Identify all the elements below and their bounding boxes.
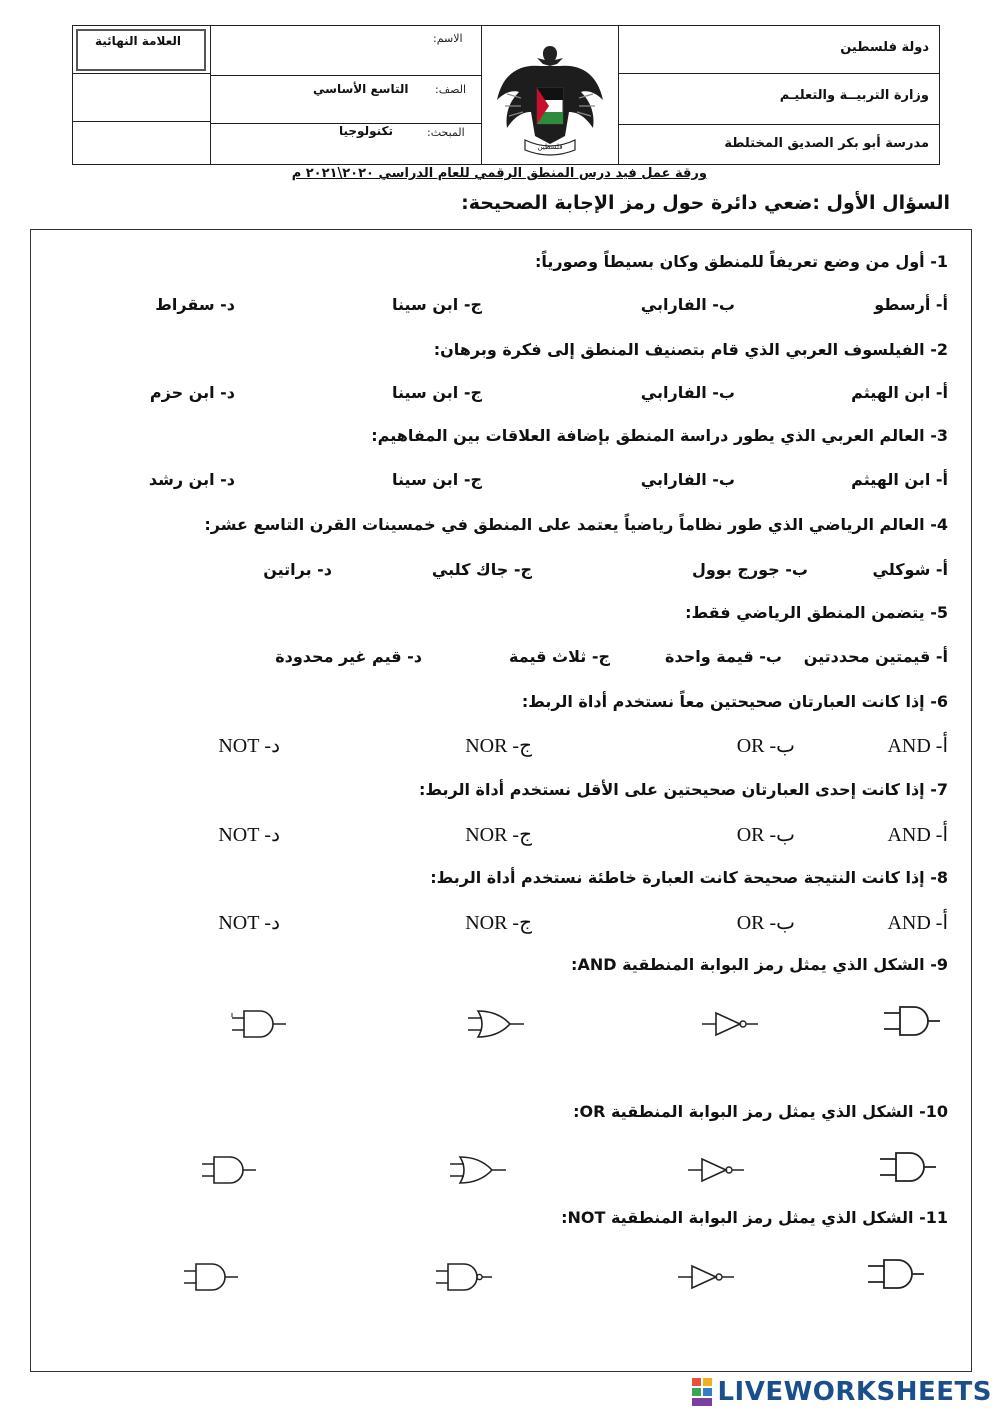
final-mark-label: العلامة النهائية (95, 34, 182, 48)
q4-option-d[interactable]: د- براتين (263, 560, 332, 579)
and-gate-icon (230, 1007, 290, 1041)
q10-option-and-gate[interactable] (200, 1153, 260, 1187)
q5-option-a[interactable]: أ- قيمتين محددتين (803, 647, 948, 666)
or-gate-icon (466, 1007, 526, 1041)
table-divider (618, 73, 939, 74)
q9-option-or-gate[interactable] (466, 1007, 526, 1041)
q11-option-and-gate[interactable] (182, 1260, 242, 1294)
liveworksheets-brand[interactable] (691, 1377, 992, 1407)
q10-option-or-gate[interactable] (448, 1153, 508, 1187)
header-table (72, 25, 940, 165)
q3-option-b[interactable]: ب- الفارابي (640, 470, 735, 489)
q8-option-b[interactable]: ب- OR (736, 912, 795, 934)
q8-option-c[interactable]: ج- NOR (465, 912, 532, 934)
ministry-name: وزارة التربيــة والتعليـم (779, 88, 929, 103)
q3-option-c[interactable]: ج- ابن سينا (391, 470, 482, 489)
q6-option-a[interactable]: أ- AND (887, 735, 948, 757)
not-gate-icon (676, 1260, 736, 1294)
table-divider (73, 73, 210, 74)
palestine-emblem (491, 28, 609, 162)
name-label: الاسم: (433, 32, 463, 45)
question-6: 6- إذا كانت العبارتان صحيحتين معاً نستخدم أداة الربط: (521, 692, 948, 711)
question-5: 5- يتضمن المنطق الرياضي فقط: (685, 603, 948, 622)
and-gate-icon (878, 1150, 938, 1184)
q3-option-a[interactable]: أ- ابن الهيثم (851, 470, 948, 489)
question-8: 8- إذا كانت النتيجة صحيحة كانت العبارة خاطئة نستخدم أداة الربط: (430, 868, 948, 887)
q6-option-c[interactable]: ج- NOR (465, 735, 532, 757)
q9-option-not-gate[interactable] (700, 1007, 760, 1041)
table-divider (210, 75, 481, 76)
question-1: 1- أول من وضع تعريفاً للمنطق وكان بسيطاً وصورياً: (534, 252, 948, 271)
q2-option-b[interactable]: ب- الفارابي (640, 383, 735, 402)
q4-option-b[interactable]: ب- جورج بوول (691, 560, 808, 579)
q2-option-d[interactable]: د- ابن حزم (149, 383, 235, 402)
q5-option-c[interactable]: ج- ثلاث قيمة (509, 647, 610, 666)
q6-option-b[interactable]: ب- OR (736, 735, 795, 757)
q7-option-b[interactable]: ب- OR (736, 824, 795, 846)
and-gate-icon (882, 1004, 942, 1038)
question-4: 4- العالم الرياضي الذي طور نظاماً رياضياً يعتمد على المنطق في خمسينات القرن التاسع عشر: (204, 515, 948, 534)
question-11: 11- الشكل الذي يمثل رمز البوابة المنطقية NOT: (561, 1208, 948, 1227)
q1-option-b[interactable]: ب- الفارابي (640, 295, 735, 314)
q4-option-c[interactable]: ج- جاك كلبي (431, 560, 532, 579)
q11-option-not-gate[interactable] (676, 1260, 736, 1294)
emblem-caption: فلسطين (537, 143, 563, 151)
question-9: 9- الشكل الذي يمثل رمز البوابة المنطقية AND: (571, 955, 948, 974)
school-name: مدرسة أبو بكر الصديق المختلطة (724, 136, 929, 151)
q9-option-and-gate[interactable] (230, 1007, 290, 1041)
q8-option-d[interactable]: د- NOT (218, 912, 280, 934)
state-name: دولة فلسطين (840, 40, 929, 55)
q9-option-nand-gate[interactable] (882, 1004, 942, 1038)
q10-option-not-gate[interactable] (686, 1153, 746, 1187)
question-7: 7- إذا كانت إحدى العبارتان صحيحتين على الأقل نستخدم أداة الربط: (418, 780, 948, 799)
question-3: 3- العالم العربي الذي يطور دراسة المنطق بإضافة العلاقات بين المفاهيم: (371, 426, 948, 445)
q2-option-c[interactable]: ج- ابن سينا (391, 383, 482, 402)
and-gate-icon (866, 1257, 926, 1291)
subject-value: تكنولوجيا (339, 124, 393, 138)
and-gate-icon (182, 1260, 242, 1294)
not-gate-icon (686, 1153, 746, 1187)
q1-option-d[interactable]: د- سقراط (155, 295, 235, 314)
q4-option-a[interactable]: أ- شوكلي (872, 560, 948, 579)
table-divider (481, 26, 482, 164)
and-gate-icon (200, 1153, 260, 1187)
q7-option-a[interactable]: أ- AND (887, 824, 948, 846)
eagle-emblem-icon (491, 28, 609, 162)
brand-text: LIVEWORKSHEETS (717, 1377, 992, 1407)
class-label: الصف: (435, 83, 467, 96)
q7-option-d[interactable]: د- NOT (218, 824, 280, 846)
not-gate-icon (700, 1007, 760, 1041)
worksheet-title: ورقة عمل فيد درس المنطق الرقمي للعام الدراسي ٢٠٢٠\٢٠٢١ م (291, 166, 707, 181)
q11-option-and-gate-2[interactable] (866, 1257, 926, 1291)
q1-option-a[interactable]: أ- أرسطو (874, 295, 948, 314)
q6-option-d[interactable]: د- NOT (218, 735, 280, 757)
q7-option-c[interactable]: ج- NOR (465, 824, 532, 846)
q5-option-b[interactable]: ب- قيمة واحدة (665, 647, 782, 666)
liveworksheets-logo-icon (691, 1377, 713, 1407)
class-value: التاسع الأساسي (313, 82, 409, 96)
or-gate-icon (448, 1153, 508, 1187)
q8-option-a[interactable]: أ- AND (887, 912, 948, 934)
section-title: السؤال الأول :ضعي دائرة حول رمز الإجابة الصحيحة: (461, 192, 950, 214)
table-divider (618, 26, 619, 164)
table-divider (210, 26, 211, 164)
q1-option-c[interactable]: ج- ابن سينا (391, 295, 482, 314)
q10-option-nand-gate[interactable] (878, 1150, 938, 1184)
subject-label: المبحث: (427, 126, 465, 139)
q11-option-nand-gate[interactable] (434, 1260, 494, 1294)
table-divider (73, 121, 210, 122)
q2-option-a[interactable]: أ- ابن الهيثم (851, 383, 948, 402)
nand-gate-icon (434, 1260, 494, 1294)
q5-option-d[interactable]: د- قيم غير محدودة (275, 647, 422, 666)
question-10: 10- الشكل الذي يمثل رمز البوابة المنطقية OR: (573, 1102, 948, 1121)
question-2: 2- الفيلسوف العربي الذي قام بتصنيف المنطق إلى فكرة وبرهان: (433, 340, 948, 359)
table-divider (618, 124, 939, 125)
q3-option-d[interactable]: د- ابن رشد (148, 470, 235, 489)
